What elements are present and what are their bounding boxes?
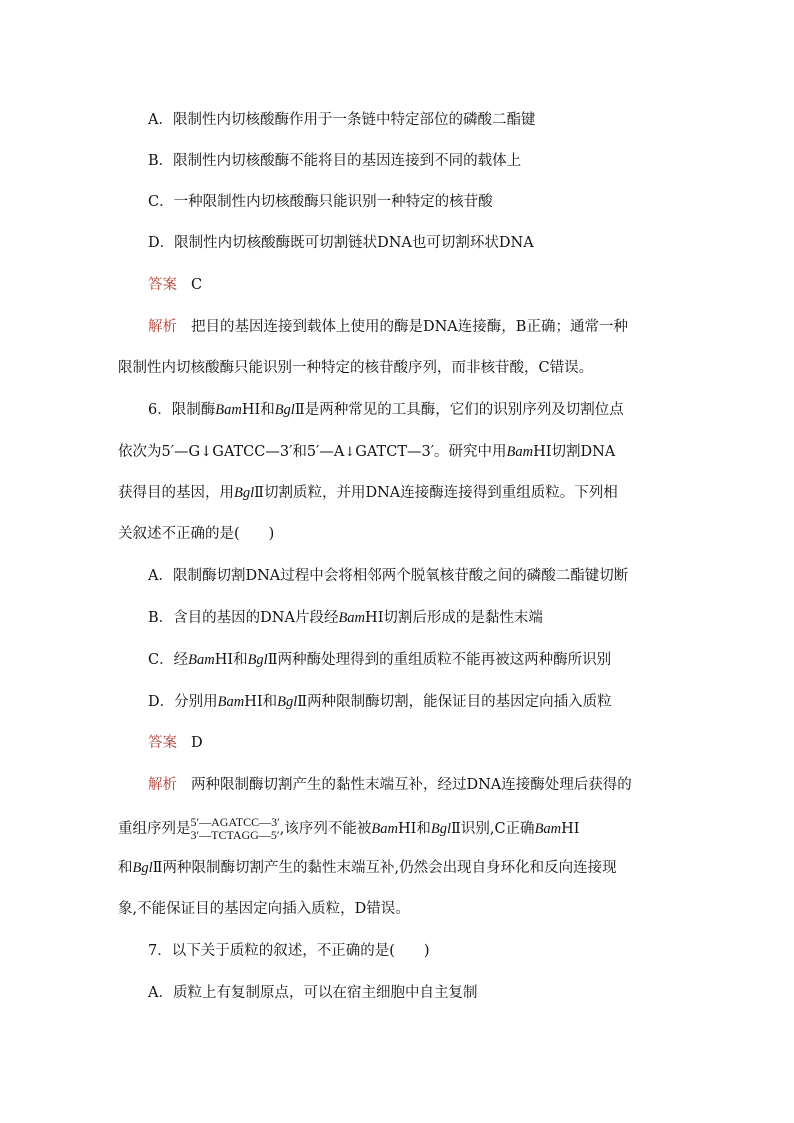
q7-stem: 7．以下关于质粒的叙述，不正确的是( ) xyxy=(148,943,430,959)
q5-option-d: D．限制性内切核酸酶既可切割链状DNA也可切割环状DNA xyxy=(148,235,534,251)
q5-analysis-line-2: 限制性内切核酸酶只能识别一种特定的核苷酸序列，而非核苷酸，C错误。 xyxy=(118,360,594,376)
q6-option-d: D．分别用BamHⅠ和BglⅡ两种限制酶切割，能保证目的基因定向插入质粒 xyxy=(148,694,612,710)
q5-answer xyxy=(148,275,708,295)
recombinant-sequence: 5′—AGATCC—3′ 3′—TCTAGG—5′ xyxy=(190,815,280,842)
q6-option-a: A．限制酶切割DNA过程中会将相邻两个脱氧核苷酸之间的磷酸二酯键切断 xyxy=(148,568,629,584)
answer-label: 答案 xyxy=(148,735,177,751)
q6-analysis-line-3: 和BglⅡ两种限制酶切割产生的黏性末端互补,仍然会出现自身环化和反向连接现 xyxy=(118,860,617,876)
q5-analysis-line-1: 解析 把目的基因连接到载体上使用的酶是DNA连接酶，B正确；通常一种 xyxy=(148,319,628,335)
q5-option-c: C．一种限制性内切核酸酶只能识别一种特定的核苷酸 xyxy=(148,194,493,210)
q6-stem-line-3: 获得目的基因，用BglⅡ切割质粒，并用DNA连接酶连接得到重组质粒。下列相 xyxy=(118,485,618,501)
analysis-label: 解析 xyxy=(148,319,177,335)
q6-stem-line-4: 关叙述不正确的是( ) xyxy=(118,526,275,542)
q5-option-b: B．限制性内切核酸酶不能将目的基因连接到不同的载体上 xyxy=(148,153,522,169)
answer-value: D xyxy=(191,735,203,751)
analysis-label: 解析 xyxy=(148,777,177,793)
answer-label: 答案 xyxy=(148,277,177,293)
q6-analysis-line-4: 象,不能保证目的基因定向插入质粒，D错误。 xyxy=(118,901,410,917)
q7-option-a: A．质粒上有复制原点，可以在宿主细胞中自主复制 xyxy=(148,985,478,1001)
q6-analysis-line-2: 重组序列是 5′—AGATCC—3′ 3′—TCTAGG—5′ ,该序列不能被BamHⅠ和BglⅡ识别,C正确BamHⅠ xyxy=(118,815,580,842)
q5-option-a: A．限制性内切核酸酶作用于一条链中特定部位的磷酸二酯键 xyxy=(148,112,536,128)
q6-stem-line-2: 依次为5′—G↓GATCC—3′和5′—A↓GATCT—3′。研究中用BamHⅠ切割DNA xyxy=(118,444,616,460)
q6-analysis-line-1: 解析 两种限制酶切割产生的黏性末端互补，经过DNA连接酶处理后获得的 xyxy=(148,777,632,793)
answer-value: C xyxy=(191,277,203,293)
q6-option-c: C．经BamHⅠ和BglⅡ两种酶处理得到的重组质粒不能再被这两种酶所识别 xyxy=(148,652,612,668)
q6-option-b: B．含目的基因的DNA片段经BamHⅠ切割后形成的是黏性末端 xyxy=(148,610,543,626)
q6-stem-line-1: 6．限制酶BamHⅠ和BglⅡ是两种常见的工具酶，它们的识别序列及切割位点 xyxy=(148,402,624,418)
q6-answer xyxy=(148,733,708,753)
